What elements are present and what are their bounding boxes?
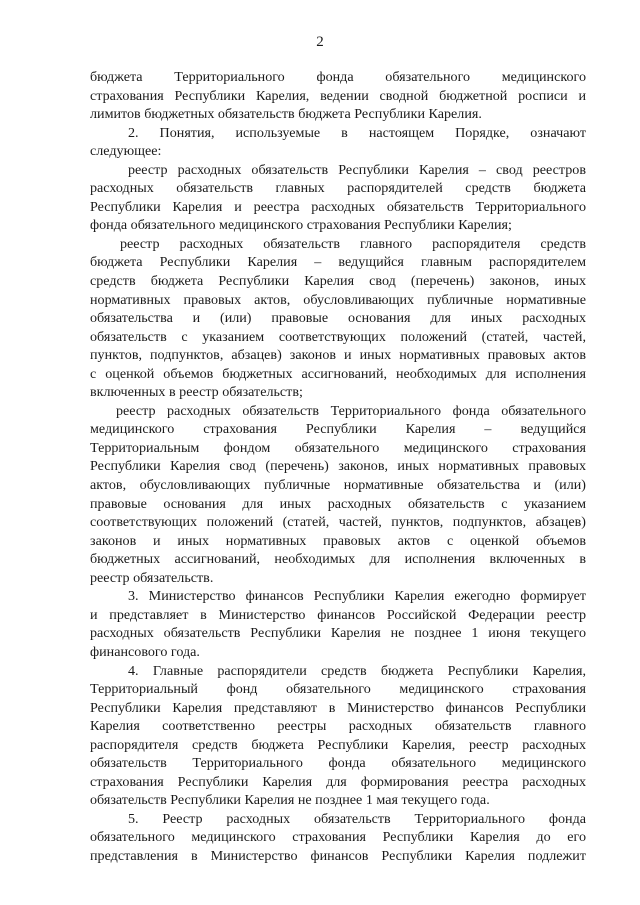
- text-line: расходных обязательств главных распорядителей средств бюджета: [90, 180, 586, 197]
- text-line: реестр обязательств.: [90, 569, 214, 586]
- document-body: [90, 68, 586, 866]
- text-line: реестр расходных обязательств Республики Карелия – свод реестров: [128, 161, 586, 178]
- text-line: Республики Карелия свод (перечень) законов, иных нормативных правовых: [90, 458, 586, 475]
- text-line: финансового года.: [90, 643, 200, 660]
- text-line: обязательства и (или) правовые основания для иных расходных: [90, 310, 586, 327]
- paragraph-item-3: [90, 587, 586, 661]
- text-line: 2. Понятия, используемые в настоящем Порядке, означают: [128, 124, 586, 141]
- paragraph-continuation: [90, 68, 586, 124]
- paragraph-definition-registry-main-manager: [90, 235, 586, 402]
- text-line: бюджета Территориального фонда обязательного медицинского: [90, 69, 586, 85]
- text-line: бюджета Республики Карелия – ведущийся главным распорядителем: [90, 254, 586, 271]
- text-line: с оценкой объемов бюджетных ассигнований, необходимых для исполнения: [90, 365, 586, 382]
- text-line: Карелия соответственно реестры расходных обязательств главного: [90, 718, 586, 735]
- paragraph-definition-registry-fund: [90, 402, 586, 587]
- text-line: представления в Министерство финансов Республики Карелия подлежит: [90, 847, 586, 864]
- text-line: включенных в реестр обязательств;: [90, 384, 303, 401]
- text-line: медицинского страхования Республики Карелия – ведущийся: [90, 421, 586, 438]
- text-line: лимитов бюджетных обязательств бюджета Республики Карелия.: [90, 106, 482, 123]
- text-line: обязательств с указанием соответствующих положений (статей, частей,: [90, 328, 586, 345]
- text-line: Республики Карелия представляют в Министерство финансов Республики: [90, 699, 586, 716]
- text-line: и представляет в Министерство финансов Российской Федерации реестр: [90, 606, 586, 623]
- text-line: законов и иных нормативных правовых актов с оценкой объемов: [90, 532, 586, 549]
- paragraph-item-2: [90, 124, 586, 161]
- text-line: страхования Республики Карелия, ведении сводной бюджетной росписи и: [90, 87, 586, 104]
- paragraph-item-5: [90, 810, 586, 866]
- text-line: пунктов, подпунктов, абзацев) законов и иных нормативных правовых актов: [90, 347, 586, 364]
- paragraph-definition-registry-republic: [90, 161, 586, 235]
- text-line: соответствующих положений (статей, частей, пунктов, подпунктов, абзацев): [90, 514, 586, 531]
- text-line: фонда обязательного медицинского страхования Республики Карелия;: [90, 217, 512, 234]
- text-line: распорядителя средств бюджета Республики Карелия, реестр расходных: [90, 736, 586, 753]
- text-line: нормативных правовых актов, обусловливающих публичные нормативные: [90, 291, 586, 308]
- text-line: обязательного медицинского страхования Республики Карелия до его: [90, 829, 586, 846]
- text-line: актов, обусловливающих публичные нормативные обязательства и (или): [90, 477, 586, 494]
- text-line: следующее:: [90, 143, 162, 160]
- text-line: бюджетных ассигнований, необходимых для исполнения включенных в: [90, 551, 586, 568]
- text-line: расходных обязательств Республики Карелия не позднее 1 июня текущего: [90, 625, 586, 642]
- page-number: 2: [316, 34, 324, 50]
- paragraph-item-4: [90, 662, 586, 810]
- text-line: Республики Карелия и реестра расходных обязательств Территориального: [90, 198, 586, 215]
- text-line: средств бюджета Республики Карелия свод (перечень) законов, иных: [90, 273, 586, 290]
- text-line: Территориальным фондом обязательного медицинского страхования: [90, 439, 586, 456]
- text-line: обязательств Территориального фонда обязательного медицинского: [90, 755, 586, 772]
- text-line: правовые основания для иных расходных обязательств с указанием: [90, 495, 586, 512]
- text-line: страхования Республики Карелия для формирования реестра расходных: [90, 773, 586, 790]
- text-line: 4. Главные распорядители средств бюджета Республики Карелия,: [128, 662, 586, 679]
- text-line: 5. Реестр расходных обязательств Территориального фонда: [128, 810, 586, 827]
- text-line: реестр расходных обязательств главного распорядителя средств: [120, 235, 586, 252]
- text-line: Территориальный фонд обязательного медицинского страхования: [90, 681, 586, 698]
- text-line: обязательств Республики Карелия не позднее 1 мая текущего года.: [90, 792, 490, 809]
- text-line: 3. Министерство финансов Республики Карелия ежегодно формирует: [128, 588, 586, 605]
- text-line: реестр расходных обязательств Территориального фонда обязательного: [116, 402, 586, 419]
